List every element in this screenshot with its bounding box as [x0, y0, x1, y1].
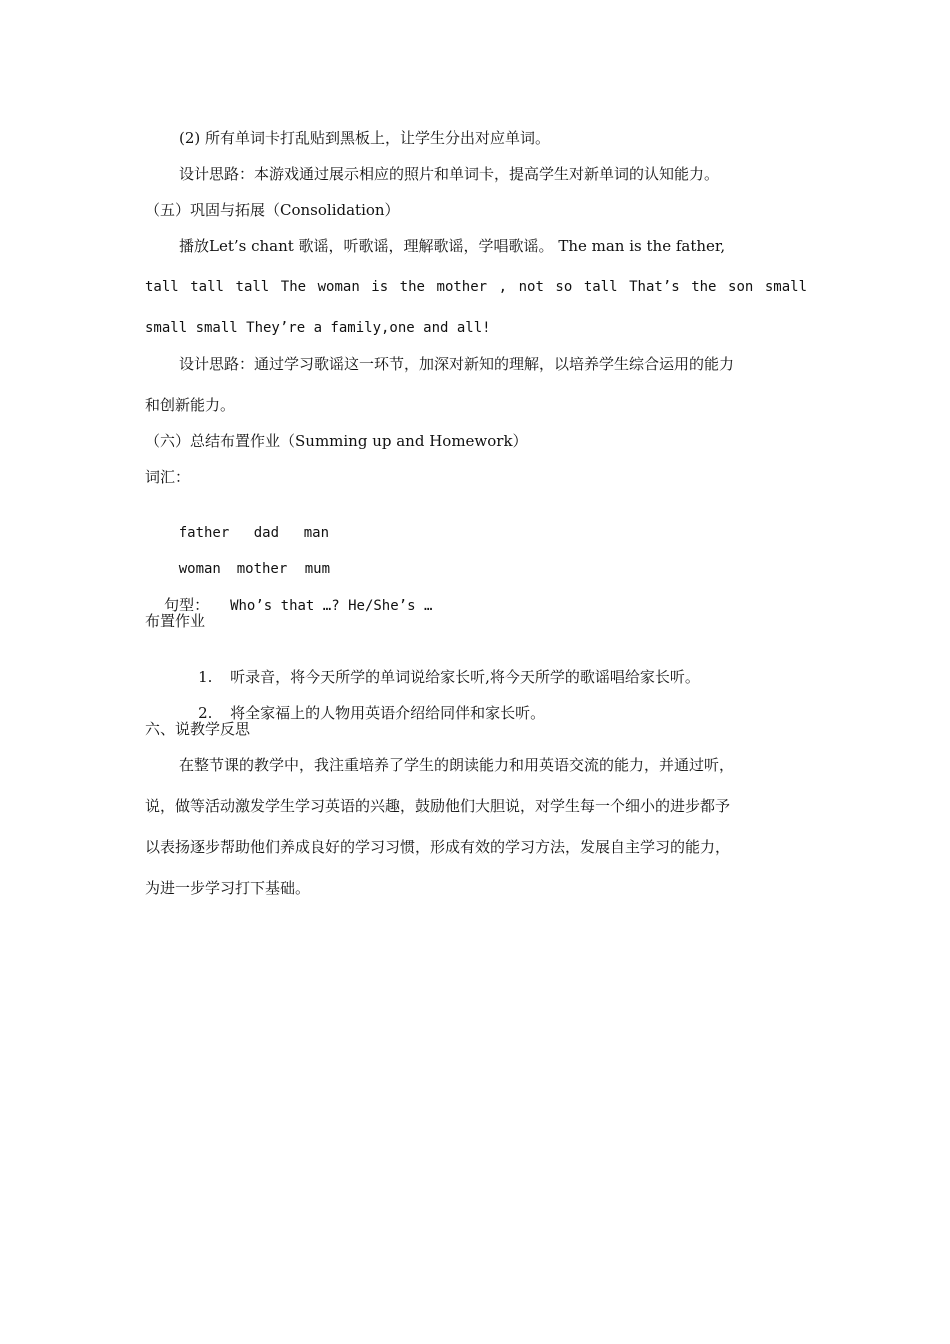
homework-item-text: 将全家福上的人物用英语介绍给同伴和家长听。 — [230, 704, 546, 722]
chant-line-2: tall tall tall The woman is the mother , not so tall That’s the son small — [145, 279, 807, 295]
vocab-word: mum — [304, 561, 331, 577]
reflection-line-2: 说，做等活动激发学生学习英语的兴趣，鼓励他们大胆说，对学生每一个细小的进步都予 — [145, 797, 731, 815]
vocab-row-2 — [145, 539, 331, 577]
homework-item-2 — [179, 683, 546, 722]
vocab-word: mother — [236, 561, 288, 577]
sentence-pattern-row — [145, 575, 433, 614]
chant-line-3: small small They’re a family,one and all! — [145, 320, 491, 336]
vocab-label: 词汇： — [145, 468, 191, 486]
design-note-1: 设计思路：本游戏通过展示相应的照片和单词卡，提高学生对新单词的认知能力。 — [179, 165, 720, 183]
vocab-word: man — [303, 525, 330, 541]
homework-item-number: 2. — [198, 704, 213, 722]
reflection-heading: 六、说教学反思 — [145, 720, 251, 738]
reflection-line-1: 在整节课的教学中，我注重培养了学生的朗读能力和用英语交流的能力，并通过听， — [179, 756, 735, 774]
section-6-heading: （六）总结布置作业（Summing up and Homework） — [145, 432, 528, 450]
vocab-word: dad — [253, 525, 280, 541]
chant-line-1: 播放Let’s chant 歌谣，听歌谣，理解歌谣，学唱歌谣。 The man is the father, — [179, 237, 726, 255]
vocab-word: woman — [178, 561, 221, 577]
homework-item-number: 1. — [198, 668, 213, 686]
vocab-word: father — [178, 525, 230, 541]
homework-item-text: 听录音，将今天所学的单词说给家长听,将今天所学的歌谣唱给家长听。 — [230, 668, 700, 686]
section-5-heading: （五）巩固与拓展（Consolidation） — [145, 201, 400, 219]
design-note-2-line-1: 设计思路：通过学习歌谣这一环节，加深对新知的理解，以培养学生综合运用的能力 — [179, 355, 735, 373]
design-note-2-line-2: 和创新能力。 — [145, 396, 236, 414]
sentence-pattern: Who’s that …? He/She’s … — [230, 598, 433, 614]
homework-item-1 — [179, 647, 700, 686]
homework-label: 布置作业 — [145, 612, 206, 630]
sentence-label: 句型： — [164, 596, 210, 614]
vocab-row-1 — [145, 503, 330, 541]
reflection-line-3: 以表扬逐步帮助他们养成良好的学习习惯，形成有效的学习方法，发展自主学习的能力， — [145, 838, 731, 856]
reflection-line-4: 为进一步学习打下基础。 — [145, 879, 311, 897]
game-step-2: (2) 所有单词卡打乱贴到黑板上，让学生分出对应单词。 — [179, 129, 551, 147]
